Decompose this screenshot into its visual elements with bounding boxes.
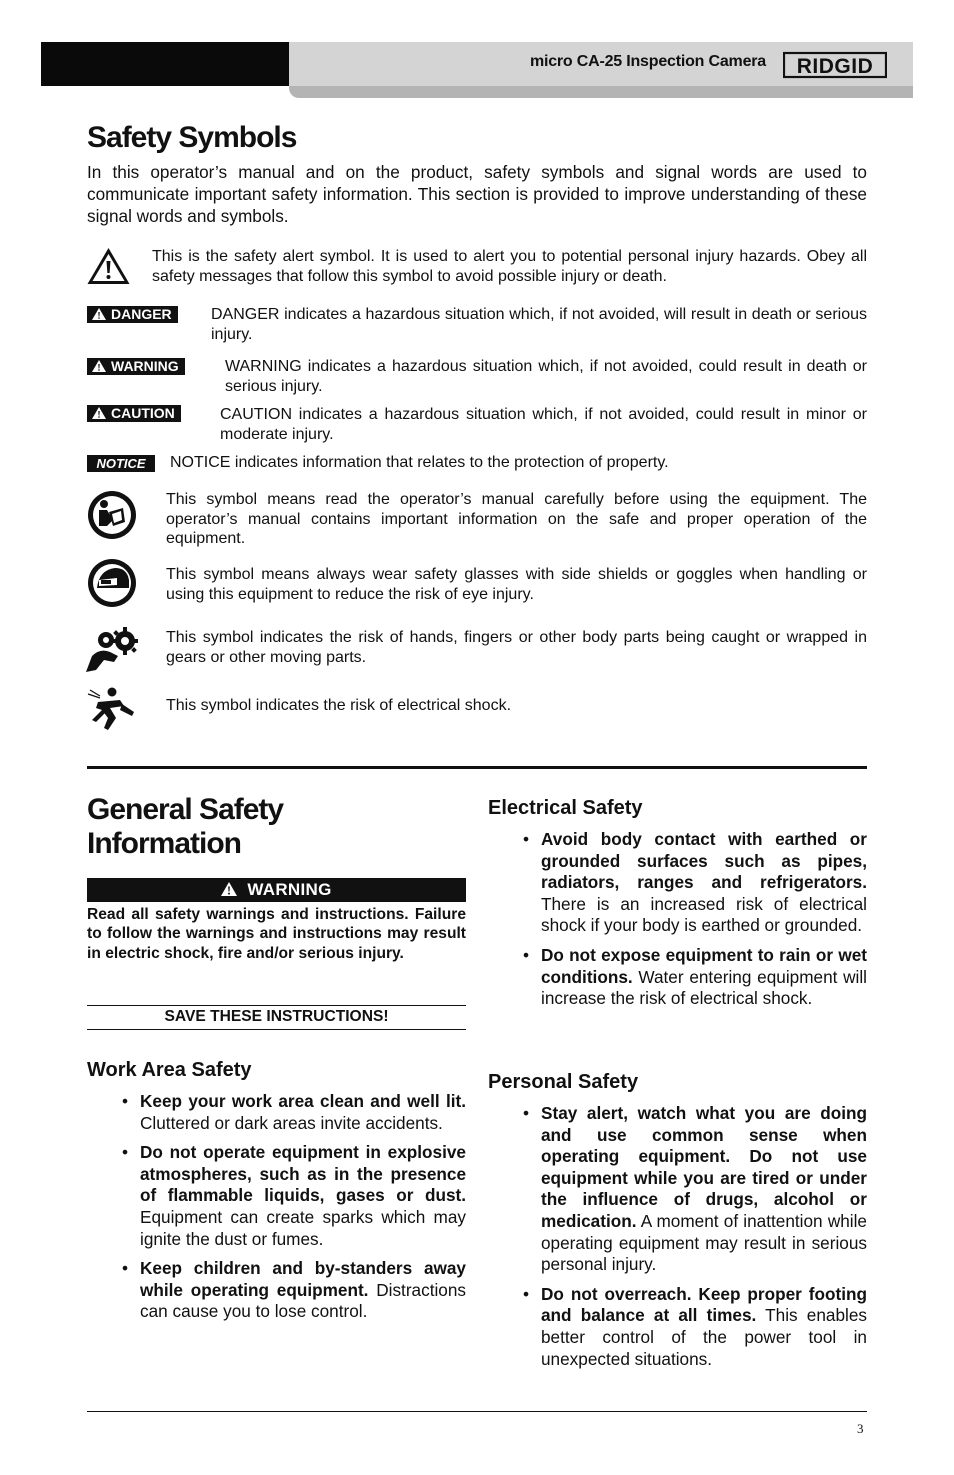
caution-badge <box>87 405 181 422</box>
electrical-safety-list <box>541 829 867 1018</box>
caution-label: CAUTION <box>111 405 175 421</box>
general-safety-heading-line1: General Safety <box>87 793 284 826</box>
page-number: 3 <box>857 1421 864 1436</box>
header-gray-strip <box>289 86 913 98</box>
safety-symbols-heading: Safety Symbols <box>87 121 297 154</box>
warning-triangle-icon <box>92 360 106 372</box>
safety-glasses-icon <box>87 558 137 608</box>
general-safety-heading-line2: Information <box>87 827 241 860</box>
manual-text: This symbol means read the operator’s manual carefully before using the equipment. The operator’s manual contains important information on the safe and proper operation of the equipment. <box>166 491 867 547</box>
work-area-list <box>140 1091 466 1331</box>
shock-text: This symbol indicates the risk of electrical shock. <box>166 697 512 714</box>
list-item: • Stay alert, watch what you are doing and use common sense when operating equipment. Do not use equipment while you are tired or under the influence of drugs, alcohol or medication. A moment of inattention while operating equipment may result in serious personal injury. <box>541 1103 867 1276</box>
safety-alert-icon <box>86 246 131 286</box>
caution-text: CAUTION indicates a hazardous situation which, if not avoided, could result in minor or moderate injury. <box>220 406 867 443</box>
general-warning-text: Read all safety warnings and instructions. Failure to follow the warnings and instructions may result in electric shock, fire and/or serious injury. <box>87 906 466 962</box>
glasses-text: This symbol means always wear safety glasses with side shields or goggles when handling or using this equipment to reduce the risk of eye injury. <box>166 566 867 603</box>
safety-alert-text: This is the safety alert symbol. It is used to alert you to potential personal injury hazards. Obey all safety messages that follow this symbol to avoid possible injury or death. <box>152 248 867 285</box>
warning-badge <box>87 358 185 375</box>
warning-triangle-icon <box>92 308 106 320</box>
personal-safety-heading: Personal Safety <box>488 1071 639 1093</box>
gear-entanglement-icon <box>84 622 138 676</box>
warning-label: WARNING <box>111 358 179 374</box>
electric-shock-icon <box>86 686 138 732</box>
header-title: micro CA-25 Inspection Camera <box>529 53 766 70</box>
work-area-heading: Work Area Safety <box>87 1059 252 1081</box>
warning-triangle-icon <box>221 882 237 896</box>
header-black-bar <box>41 42 289 86</box>
read-manual-icon <box>87 490 137 540</box>
electrical-safety-heading: Electrical Safety <box>488 797 643 819</box>
gears-text: This symbol indicates the risk of hands, fingers or other body parts being caught or wrapped in gears or other moving parts. <box>166 629 867 666</box>
general-warning-bar <box>87 878 466 902</box>
danger-badge <box>87 306 178 323</box>
list-item: • Do not overreach. Keep proper footing and balance at all times. This enables better control of the power tool in unexpected situations. <box>541 1284 867 1370</box>
warning-triangle-icon <box>92 407 106 419</box>
footer-rule <box>87 1411 867 1412</box>
notice-text: NOTICE indicates information that relates to the protection of property. <box>170 454 669 471</box>
list-item: • Do not expose equipment to rain or wet conditions. Water entering equipment will increase the risk of electrical shock. <box>541 945 867 1010</box>
list-item: • Avoid body contact with earthed or grounded surfaces such as pipes, radiators, ranges and refrigerators. There is an increased risk of electrical shock if your body is earthed or grounded. <box>541 829 867 937</box>
section-divider <box>87 766 867 769</box>
general-warning-label: WARNING <box>247 880 332 899</box>
list-item: • Keep your work area clean and well lit. Cluttered or dark areas invite accidents. <box>140 1091 466 1134</box>
safety-symbols-intro: In this operator’s manual and on the product, safety symbols and signal words are used to communicate important safety information. This section is provided to improve understanding of these signal words and symbols. <box>87 162 867 226</box>
ridgid-logo <box>783 50 887 80</box>
list-item: • Do not operate equipment in explosive atmospheres, such as in the presence of flammable liquids, gases or dust. Equipment can create sparks which may ignite the dust or fumes. <box>140 1142 466 1250</box>
notice-badge: NOTICE <box>87 455 155 472</box>
personal-safety-list <box>541 1103 867 1378</box>
warning-text: WARNING indicates a hazardous situation which, if not avoided, could result in death or serious injury. <box>225 358 867 395</box>
save-instructions: SAVE THESE INSTRUCTIONS! <box>87 1005 466 1030</box>
danger-text: DANGER indicates a hazardous situation which, if not avoided, will result in death or serious injury. <box>211 306 867 343</box>
danger-label: DANGER <box>111 306 172 322</box>
list-item: • Keep children and by-standers away while operating equipment. Distractions can cause you to lose control. <box>140 1258 466 1323</box>
logo-text: RIDGID <box>796 55 874 78</box>
